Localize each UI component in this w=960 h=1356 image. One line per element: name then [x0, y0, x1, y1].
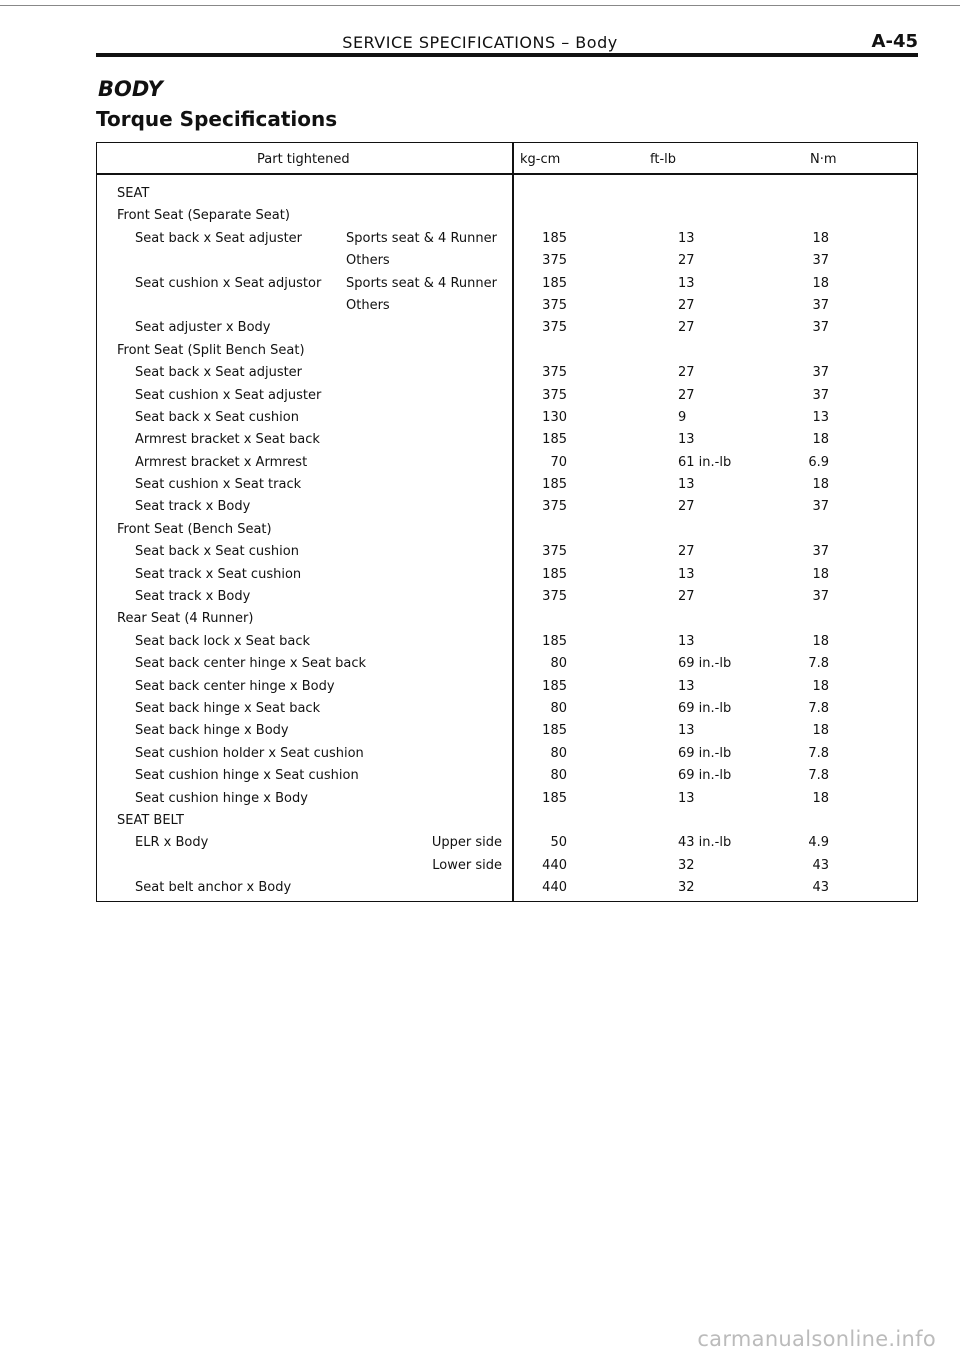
value-ftlb: 32: [678, 880, 695, 896]
part-condition: Lower side: [432, 857, 502, 873]
value-ftlb: 43 in.-lb: [678, 835, 732, 851]
value-ftlb: 27: [678, 589, 695, 605]
part-name: SEAT BELT: [117, 812, 184, 828]
value-nm: 18: [812, 566, 829, 582]
table-row: [97, 340, 917, 362]
part-name: Seat back lock x Seat back: [135, 633, 311, 649]
part-name: Rear Seat (4 Runner): [117, 611, 254, 627]
value-kgcm: 185: [542, 230, 567, 246]
part-name: Seat back hinge x Seat back: [135, 700, 321, 716]
value-kgcm: 185: [542, 566, 567, 582]
table-row: [97, 810, 917, 832]
value-ftlb: 13: [678, 790, 695, 806]
table-row: [97, 541, 917, 563]
value-ftlb: 69 in.-lb: [678, 745, 732, 761]
section-title: BODY: [98, 77, 163, 101]
part-condition: Sports seat & 4 Runner: [346, 230, 497, 246]
value-ftlb: 27: [678, 365, 695, 381]
part-name: Front Seat (Bench Seat): [117, 521, 272, 537]
value-nm: 7.8: [808, 768, 829, 784]
table-row: [97, 765, 917, 787]
value-kgcm: 185: [542, 723, 567, 739]
value-ftlb: 32: [678, 857, 695, 873]
value-nm: 7.8: [808, 700, 829, 716]
value-ftlb: 13: [678, 230, 695, 246]
part-name: Seat belt anchor x Body: [135, 880, 292, 896]
part-name: Seat back center hinge x Body: [135, 678, 335, 694]
part-name: Seat track x Body: [135, 589, 251, 605]
value-kgcm: 440: [542, 880, 567, 896]
part-condition: Others: [346, 253, 390, 269]
value-ftlb: 69 in.-lb: [678, 768, 732, 784]
value-kgcm: 375: [542, 589, 567, 605]
table-row: [97, 832, 917, 854]
value-kgcm: 185: [542, 790, 567, 806]
table-row: [97, 205, 917, 227]
value-ftlb: 13: [678, 275, 695, 291]
part-name: Armrest bracket x Armrest: [135, 454, 308, 470]
value-nm: 37: [812, 365, 829, 381]
value-nm: 37: [812, 297, 829, 313]
table-row: [97, 250, 917, 272]
part-condition: Upper side: [431, 835, 502, 851]
part-name: Front Seat (Split Bench Seat): [117, 342, 305, 358]
value-nm: 43: [812, 857, 829, 873]
value-nm: 37: [812, 253, 829, 269]
value-kgcm: 440: [542, 857, 567, 873]
value-ftlb: 13: [678, 633, 695, 649]
part-name: Seat track x Body: [135, 499, 251, 515]
table-row: [97, 743, 917, 765]
value-kgcm: 185: [542, 275, 567, 291]
value-kgcm: 185: [542, 477, 567, 493]
part-name: Seat track x Seat cushion: [135, 566, 302, 582]
table-row: [97, 228, 917, 250]
top-rule: [0, 5, 960, 6]
value-nm: 43: [812, 880, 829, 896]
table-row: [97, 273, 917, 295]
table-row: [97, 429, 917, 451]
part-name: Seat cushion hinge x Body: [135, 790, 308, 806]
col-header-nm: N·m: [810, 152, 837, 167]
value-nm: 7.8: [808, 745, 829, 761]
part-name: Armrest bracket x Seat back: [135, 432, 320, 448]
part-name: Seat back x Seat cushion: [135, 409, 299, 425]
value-ftlb: 13: [678, 723, 695, 739]
value-nm: 18: [812, 230, 829, 246]
value-nm: 13: [812, 409, 829, 425]
value-kgcm: 375: [542, 387, 567, 403]
value-kgcm: 375: [542, 499, 567, 515]
table-row: [97, 653, 917, 675]
value-nm: 18: [812, 633, 829, 649]
subsection-title: Torque Specifications: [96, 107, 338, 131]
table-body: [97, 183, 917, 900]
value-ftlb: 69 in.-lb: [678, 656, 732, 672]
value-ftlb: 27: [678, 297, 695, 313]
part-name: Seat cushion x Seat adjuster: [135, 387, 322, 403]
value-kgcm: 80: [550, 768, 567, 784]
value-nm: 37: [812, 499, 829, 515]
value-ftlb: 69 in.-lb: [678, 700, 732, 716]
running-header: SERVICE SPECIFICATIONS – Body: [342, 33, 618, 52]
value-nm: 37: [812, 387, 829, 403]
table-row: [97, 295, 917, 317]
table-row: [97, 788, 917, 810]
part-name: Seat back center hinge x Seat back: [135, 656, 367, 672]
page-number: A-45: [871, 31, 918, 52]
value-ftlb: 27: [678, 253, 695, 269]
value-ftlb: 13: [678, 566, 695, 582]
value-ftlb: 61 in.-lb: [678, 454, 732, 470]
value-kgcm: 375: [542, 544, 567, 560]
value-nm: 18: [812, 477, 829, 493]
value-ftlb: 9: [678, 409, 687, 425]
part-name: Seat back x Seat cushion: [135, 544, 299, 560]
part-name: SEAT: [117, 186, 150, 201]
table-row: [97, 362, 917, 384]
value-kgcm: 375: [542, 297, 567, 313]
value-kgcm: 80: [550, 745, 567, 761]
value-nm: 18: [812, 790, 829, 806]
part-name: Seat back x Seat adjuster: [135, 230, 303, 246]
value-kgcm: 70: [550, 454, 567, 470]
value-ftlb: 13: [678, 477, 695, 493]
value-nm: 18: [812, 723, 829, 739]
part-name: Seat adjuster x Body: [135, 320, 271, 336]
value-kgcm: 80: [550, 656, 567, 672]
table-row: [97, 385, 917, 407]
part-name: Seat back x Seat adjuster: [135, 365, 303, 381]
col-header-part: Part tightened: [257, 152, 350, 167]
torque-table: [96, 142, 918, 902]
part-name: Seat cushion x Seat adjustor: [135, 275, 322, 291]
value-kgcm: 80: [550, 700, 567, 716]
table-row: [97, 698, 917, 720]
value-ftlb: 27: [678, 320, 695, 336]
part-name: Seat cushion x Seat track: [135, 477, 302, 493]
table-row: [97, 519, 917, 541]
table-row: [97, 608, 917, 630]
value-nm: 37: [812, 320, 829, 336]
part-condition: Others: [346, 297, 390, 313]
value-kgcm: 375: [542, 253, 567, 269]
part-name: Seat cushion hinge x Seat cushion: [135, 768, 359, 784]
table-row: [97, 317, 917, 339]
part-condition: Sports seat & 4 Runner: [346, 275, 497, 291]
value-nm: 7.8: [808, 656, 829, 672]
table-row: [97, 564, 917, 586]
table-row: [97, 452, 917, 474]
part-name: ELR x Body: [135, 835, 209, 851]
table-row: [97, 474, 917, 496]
value-ftlb: 27: [678, 499, 695, 515]
header-rule: [96, 53, 918, 57]
watermark: carmanualsonline.info: [697, 1327, 936, 1351]
part-name: Seat back hinge x Body: [135, 723, 289, 739]
value-nm: 37: [812, 544, 829, 560]
value-nm: 4.9: [808, 835, 829, 851]
table-row: [97, 586, 917, 608]
value-kgcm: 375: [542, 320, 567, 336]
col-header-kgcm: kg-cm: [520, 152, 561, 167]
part-name: Front Seat (Separate Seat): [117, 208, 290, 224]
table-row: [97, 720, 917, 742]
value-ftlb: 13: [678, 678, 695, 694]
value-nm: 6.9: [808, 454, 829, 470]
value-nm: 18: [812, 275, 829, 291]
table-row: [97, 183, 917, 205]
value-nm: 18: [812, 432, 829, 448]
value-kgcm: 130: [542, 409, 567, 425]
table-row: [97, 496, 917, 518]
value-kgcm: 375: [542, 365, 567, 381]
table-row: [97, 407, 917, 429]
table-row: [97, 676, 917, 698]
header-divider: [97, 173, 917, 175]
value-ftlb: 13: [678, 432, 695, 448]
value-kgcm: 185: [542, 678, 567, 694]
table-row: [97, 855, 917, 877]
table-row: [97, 631, 917, 653]
value-ftlb: 27: [678, 544, 695, 560]
value-nm: 37: [812, 589, 829, 605]
value-ftlb: 27: [678, 387, 695, 403]
value-kgcm: 50: [550, 835, 567, 851]
value-nm: 18: [812, 678, 829, 694]
table-row: [97, 877, 917, 899]
value-kgcm: 185: [542, 432, 567, 448]
part-name: Seat cushion holder x Seat cushion: [135, 745, 364, 761]
value-kgcm: 185: [542, 633, 567, 649]
col-header-ftlb: ft-lb: [650, 152, 676, 167]
